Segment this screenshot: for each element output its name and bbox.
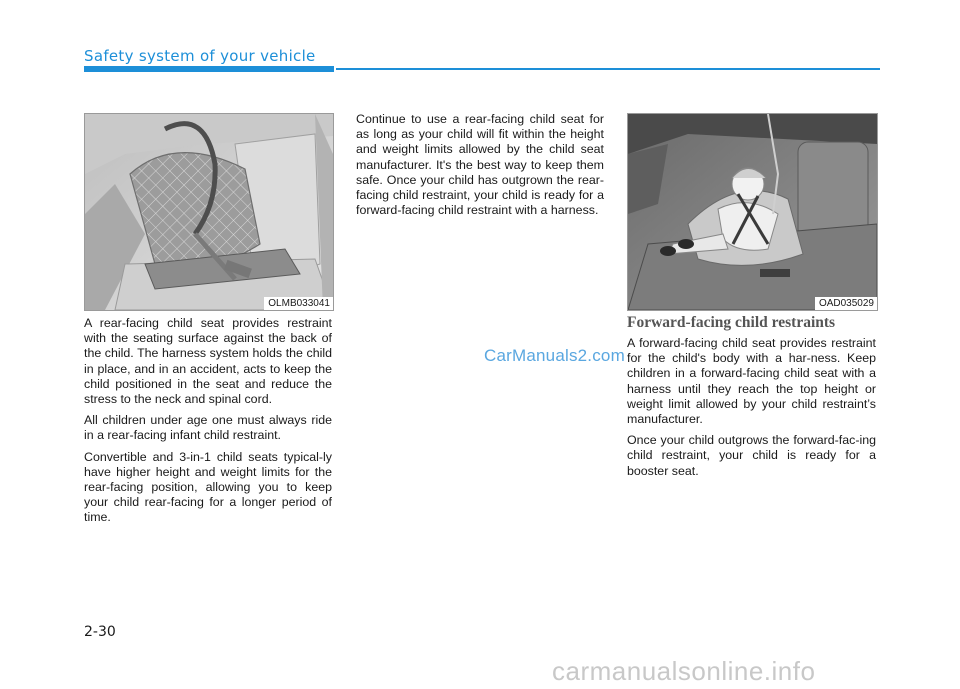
subsection-heading: Forward-facing child restraints <box>627 314 836 331</box>
forward-facing-seat-illustration <box>627 113 878 311</box>
footer-watermark: carmanualsonline.info <box>552 656 816 686</box>
paragraph: A forward-facing child seat provides restraint for the child's body with a har-ness. Keep children in a forward-facing child seat with a harness until they reach the top height or weight limit allowed by your child restraint’s manufacturer. <box>627 336 876 427</box>
paragraph: Continue to use a rear-facing child seat for as long as your child will fit within the height and weight limits allowed by the child seat manufacturer. It's the best way to keep them safe. Once your child has outgrown the rear-facing child restraint, your child is ready for a forward-facing child restraint with a harness. <box>356 112 604 218</box>
page-number: 2-30 <box>84 624 116 640</box>
paragraph: All children under age one must always ride in a rear-facing infant child restraint. <box>84 413 332 443</box>
left-column-text <box>84 316 332 532</box>
figure-code: OLMB033041 <box>264 297 333 310</box>
rear-facing-seat-illustration <box>84 113 334 311</box>
middle-column-text <box>356 112 604 224</box>
right-column-text <box>627 336 876 485</box>
rear-facing-seat-drawing <box>85 114 333 310</box>
header-rule <box>336 68 880 70</box>
figure-code: OAD035029 <box>815 297 877 310</box>
section-title: Safety system of your vehicle <box>84 47 316 65</box>
site-watermark: CarManuals2.com <box>484 346 625 365</box>
paragraph: A rear-facing child seat provides restraint with the seating surface against the back of the child. The harness system holds the child in place, and in an accident, acts to keep the child positioned in the seat and reduce the stress to the neck and spinal cord. <box>84 316 332 407</box>
paragraph: Convertible and 3-in-1 child seats typical-ly have higher height and weight limits for the rear-facing position, allowing you to keep your child rear-facing for a longer period of time. <box>84 449 332 525</box>
paragraph: Once your child outgrows the forward-fac-ing child restraint, your child is ready for a booster seat. <box>627 433 876 478</box>
forward-facing-seat-drawing <box>628 114 877 310</box>
header-accent-bar <box>84 66 334 72</box>
